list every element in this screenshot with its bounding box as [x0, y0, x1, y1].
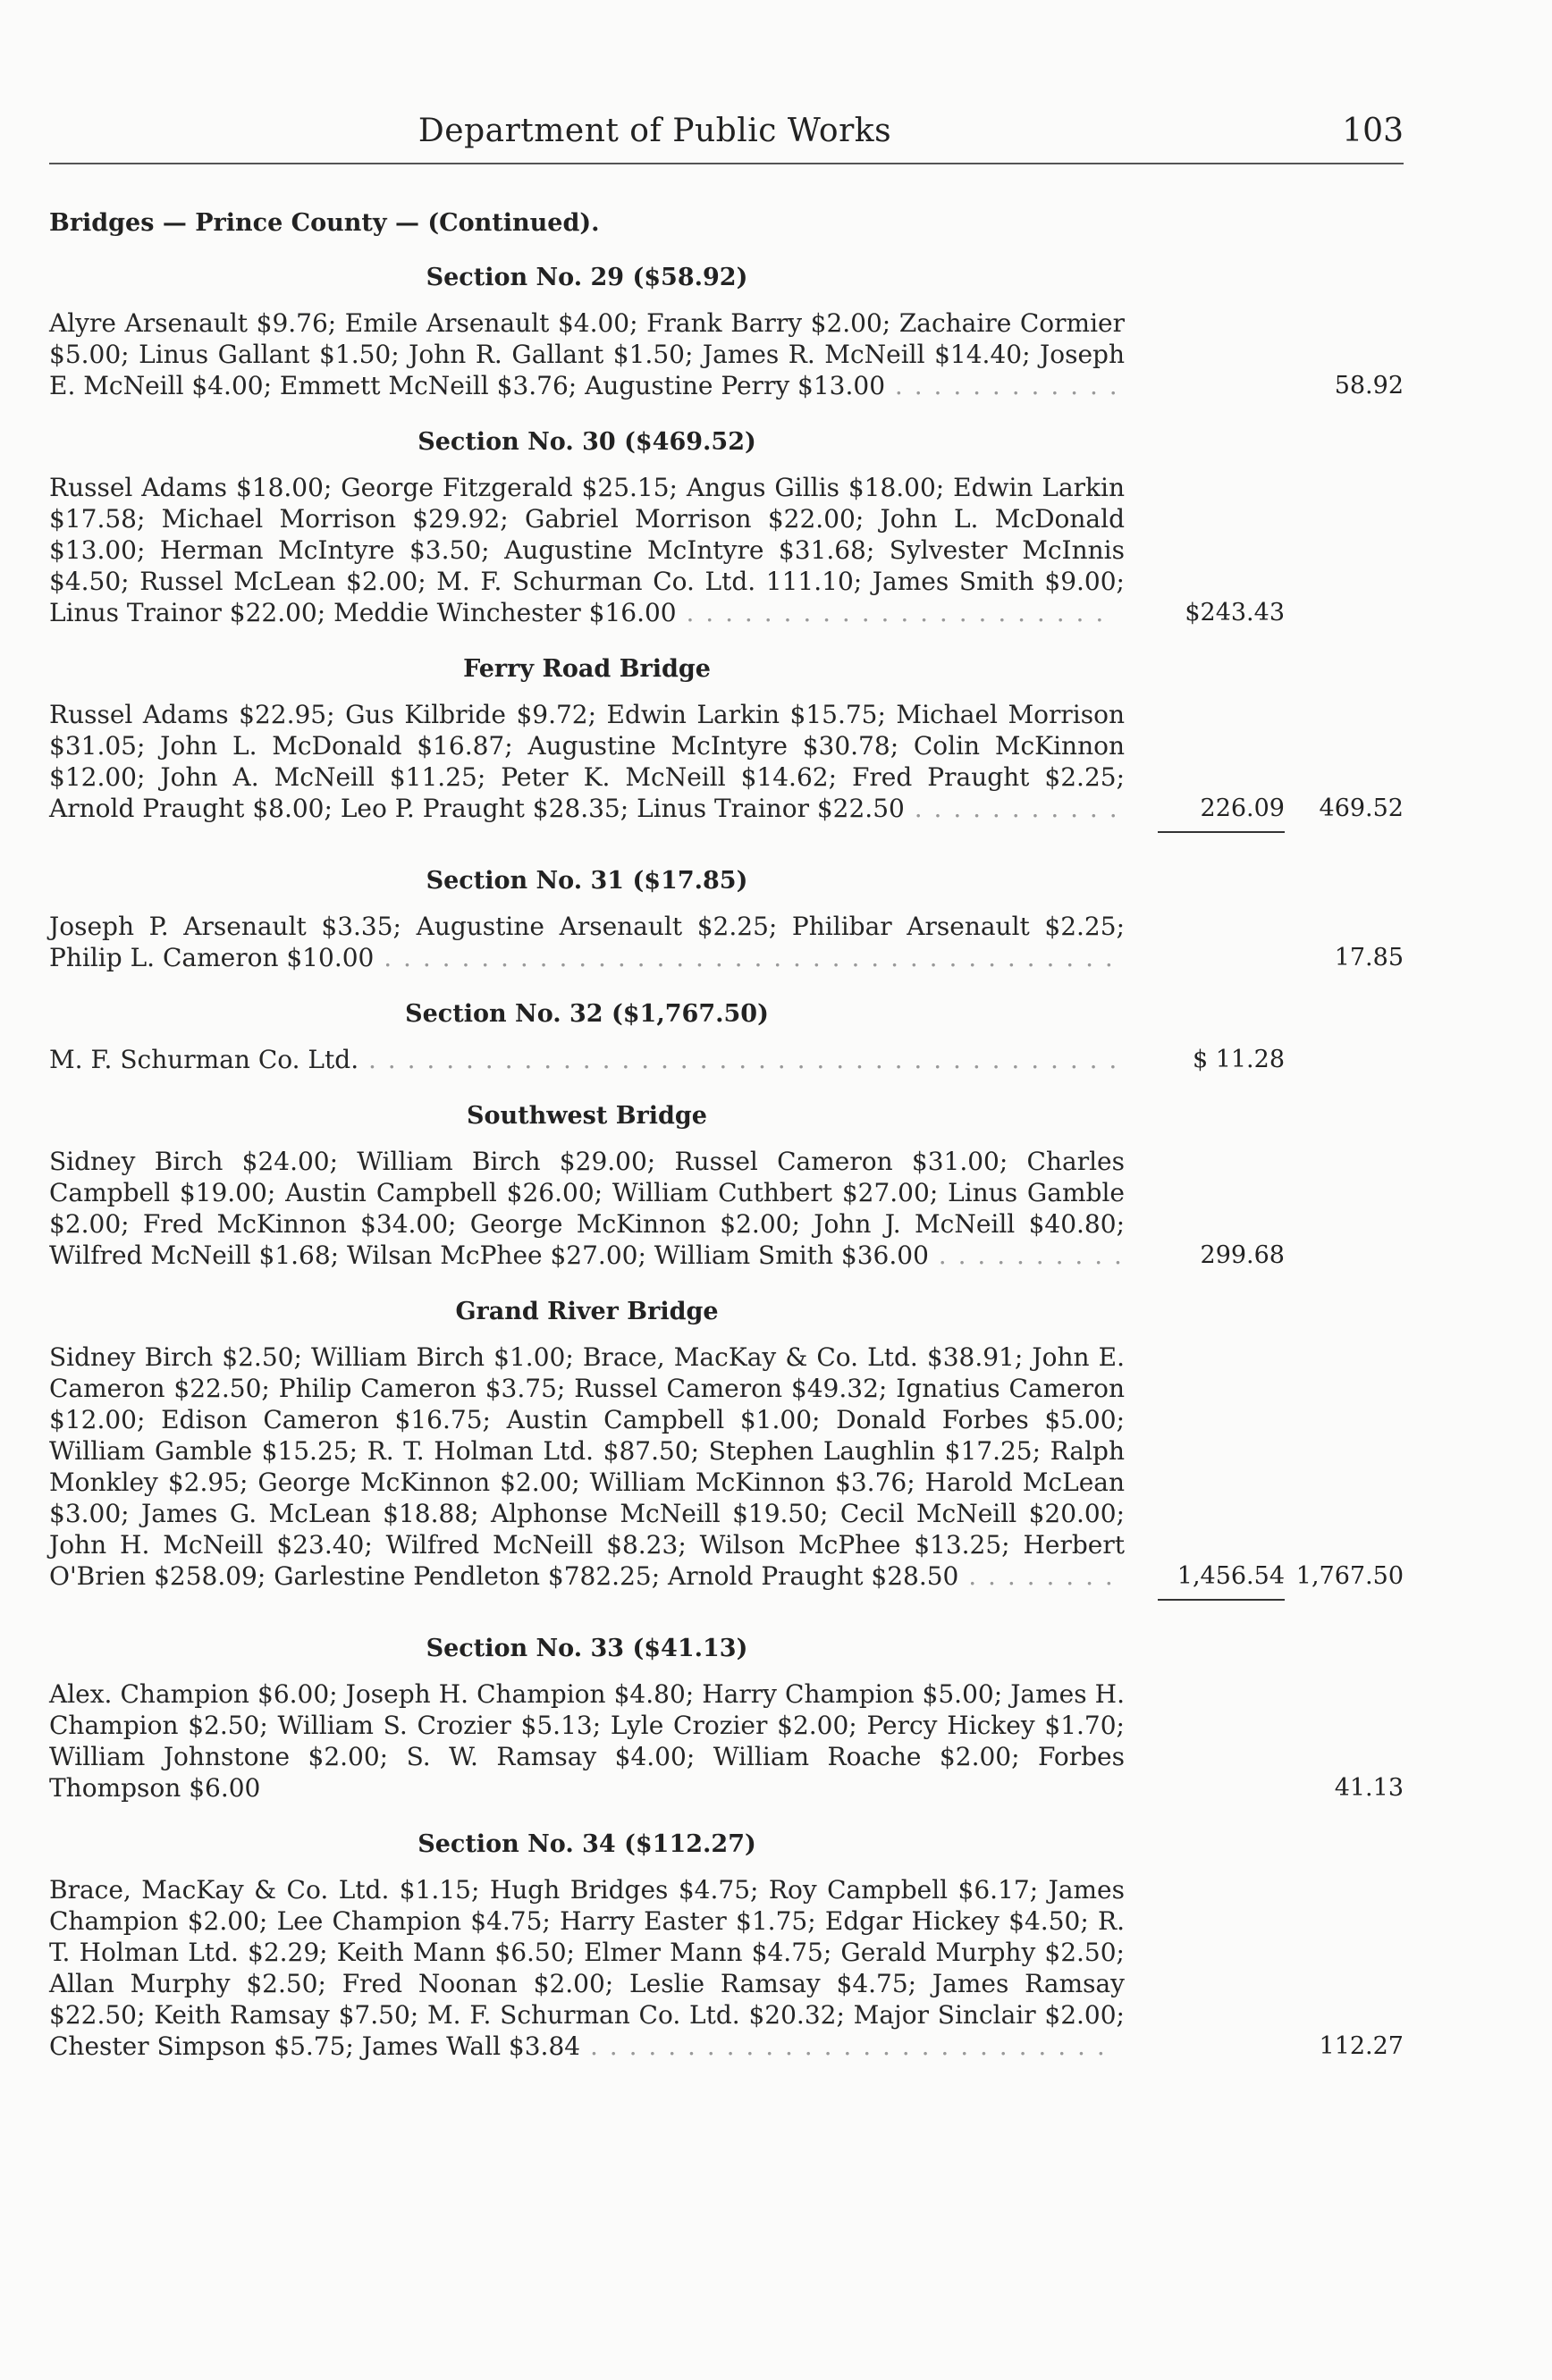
dot-leader: . . . . . . . . . . . . — [885, 371, 1119, 400]
subtotal-amount: 299.68 — [1200, 1241, 1285, 1269]
ledger-entry — [49, 1146, 1404, 1271]
ledger-entry — [49, 1874, 1404, 2062]
payee-list: Sidney Birch $24.00; William Birch $29.00; Russel Cameron $31.00; Charles Campbell $19.00; Austin Campbell $26.00; William Cuthbert $27.00; Linus Gamble $2.00; Fred McKinnon $34.00; George McKinnon $2.00; John J. McNeill $40.80; Wilfred McNeill $1.68; Wilsan McPhee $27.00; William Smith $36.00 — [49, 1147, 1125, 1270]
total-amount: 1,767.50 — [1295, 1562, 1404, 1590]
page-title: Department of Public Works — [418, 113, 892, 149]
entry-text-block — [49, 472, 1125, 628]
payee-list: Alyre Arsenault $9.76; Emile Arsenault $4.00; Frank Barry $2.00; Zachaire Cormier $5.00; Linus Gallant $1.50; John R. Gallant $1.50; James R. McNeill $14.40; Joseph E. McNeill $4.00; Emmett McNeill $3.76; Augustine Perry $13.00 — [49, 308, 1125, 400]
total-amount: 112.27 — [1319, 2032, 1404, 2060]
subtotal-amount: 1,456.54 — [1177, 1562, 1285, 1590]
section-heading: Section No. 30 ($469.52) — [418, 428, 756, 456]
section-subheading: Bridges — Prince County — (Continued). — [49, 209, 600, 237]
section-heading: Grand River Bridge — [455, 1298, 719, 1325]
entry-text-block — [49, 699, 1125, 824]
entry-text-block — [49, 911, 1125, 973]
section-heading: Southwest Bridge — [467, 1102, 707, 1130]
section-heading: Section No. 29 ($58.92) — [426, 264, 748, 291]
dot-leader: . . . . . . . . . . — [928, 1240, 1124, 1270]
total-amount: 17.85 — [1334, 944, 1404, 971]
ledger-entry — [49, 307, 1404, 401]
payee-list: Russel Adams $22.95; Gus Kilbride $9.72; Edwin Larkin $15.75; Michael Morrison $31.05; John L. McDonald $16.87; Augustine McIntyre $30.78; Colin McKinnon $12.00; John A. McNeill $11.25; Peter K. McNeill $14.62; Fred Praught $2.25; Arnold Praught $8.00; Leo P. Praught $28.35; Linus Trainor $22.50 — [49, 700, 1125, 823]
payee-list: Alex. Champion $6.00; Joseph H. Champion $4.80; Harry Champion $5.00; James H. Champion $2.50; William S. Crozier $5.13; Lyle Crozier $2.00; Percy Hickey $1.70; William Johnstone $2.00; S. W. Ramsay $4.00; William Roache $2.00; Forbes Thompson $6.00 — [49, 1679, 1125, 1803]
dot-leader: . . . . . . . . — [958, 1561, 1115, 1591]
entry-text-block — [49, 1341, 1125, 1592]
dot-leader: . . . . . . . . . . . . . . . . . . . . . . . . . . . . . . . . . . . . . . . — [358, 1045, 1119, 1074]
rule-line — [1158, 1599, 1285, 1601]
section-heading: Section No. 34 ($112.27) — [418, 1830, 756, 1858]
dot-leader: . . . . . . . . . . . . . . . . . . . . . . . . . . . — [580, 2031, 1107, 2061]
section-heading: Section No. 31 ($17.85) — [426, 867, 748, 895]
ledger-entry — [49, 472, 1404, 628]
ledger-entry — [49, 1044, 1404, 1075]
subtotal-rule — [49, 824, 1404, 840]
total-amount: 58.92 — [1334, 372, 1404, 399]
running-header — [49, 105, 1404, 164]
entry-text-block — [49, 1044, 1125, 1075]
payee-list: M. F. Schurman Co. Ltd. — [49, 1045, 359, 1074]
document-page — [49, 105, 1404, 2062]
entry-text-block — [49, 307, 1125, 401]
ledger-entry — [49, 699, 1404, 824]
page-number: 103 — [1342, 113, 1404, 149]
ledger-entry — [49, 1678, 1404, 1804]
entry-text-block — [49, 1874, 1125, 2062]
total-amount: 41.13 — [1334, 1774, 1404, 1802]
section-heading: Section No. 32 ($1,767.50) — [405, 1000, 769, 1028]
dot-leader: . . . . . . . . . . . . . . . . . . . . . . . . . . . . . . . . . . . . . . — [374, 943, 1115, 972]
subtotal-amount: $243.43 — [1185, 599, 1285, 627]
dot-leader: . . . . . . . . . . . . . . . . . . . . . . — [676, 598, 1106, 627]
subtotal-amount: $ 11.28 — [1192, 1046, 1285, 1073]
rule-line — [1158, 831, 1285, 833]
ledger-entry — [49, 911, 1404, 973]
subtotal-rule — [49, 1592, 1404, 1608]
ledger-entry — [49, 1341, 1404, 1592]
entry-text-block — [49, 1146, 1125, 1271]
subtotal-amount: 226.09 — [1200, 795, 1285, 822]
entry-text-block — [49, 1678, 1125, 1804]
payee-list: Brace, MacKay & Co. Ltd. $1.15; Hugh Bridges $4.75; Roy Campbell $6.17; James Champion $2.00; Lee Champion $4.75; Harry Easter $1.75; Edgar Hickey $4.50; R. T. Holman Ltd. $2.29; Keith Mann $6.50; Elmer Mann $4.75; Gerald Murphy $2.50; Allan Murphy $2.50; Fred Noonan $2.00; Leslie Ramsay $4.75; James Ramsay $22.50; Keith Ramsay $7.50; M. F. Schurman Co. Ltd. $20.32; Major Sinclair $2.00; Chester Simpson $5.75; James Wall $3.84 — [49, 1875, 1125, 2061]
payee-list: Joseph P. Arsenault $3.35; Augustine Arsenault $2.25; Philibar Arsenault $2.25; Philip L. Cameron $10.00 — [49, 912, 1125, 972]
total-amount: 469.52 — [1319, 795, 1404, 822]
section-heading: Section No. 33 ($41.13) — [426, 1635, 748, 1662]
payee-list: Sidney Birch $2.50; William Birch $1.00; Brace, MacKay & Co. Ltd. $38.91; John E. Cameron $22.50; Philip Cameron $3.75; Russel Cameron $49.32; Ignatius Cameron $12.00; Edison Cameron $16.75; Austin Campbell $1.00; Donald Forbes $5.00; William Gamble $15.25; R. T. Holman Ltd. $87.50; Stephen Laughlin $17.25; Ralph Monkley $2.95; George McKinnon $2.00; William McKinnon $3.76; Harold McLean $3.00; James G. McLean $18.88; Alphonse McNeill $19.50; Cecil McNeill $20.00; John H. McNeill $23.40; Wilfred McNeill $8.23; Wilson McPhee $13.25; Herbert O'Brien $258.09; Garlestine Pendleton $782.25; Arnold Praught $28.50 — [49, 1342, 1125, 1591]
payee-list: Russel Adams $18.00; George Fitzgerald $25.15; Angus Gillis $18.00; Edwin Larkin $17.58; Michael Morrison $29.92; Gabriel Morrison $22.00; John L. McDonald $13.00; Herman McIntyre $3.50; Augustine McIntyre $31.68; Sylvester McInnis $4.50; Russel McLean $2.00; M. F. Schurman Co. Ltd. 111.10; James Smith $9.00; Linus Trainor $22.00; Meddie Winchester $16.00 — [49, 473, 1125, 627]
dot-leader: . . . . . . . . . . . — [904, 794, 1119, 823]
ledger-body — [49, 264, 1404, 2062]
section-heading: Ferry Road Bridge — [463, 655, 711, 683]
